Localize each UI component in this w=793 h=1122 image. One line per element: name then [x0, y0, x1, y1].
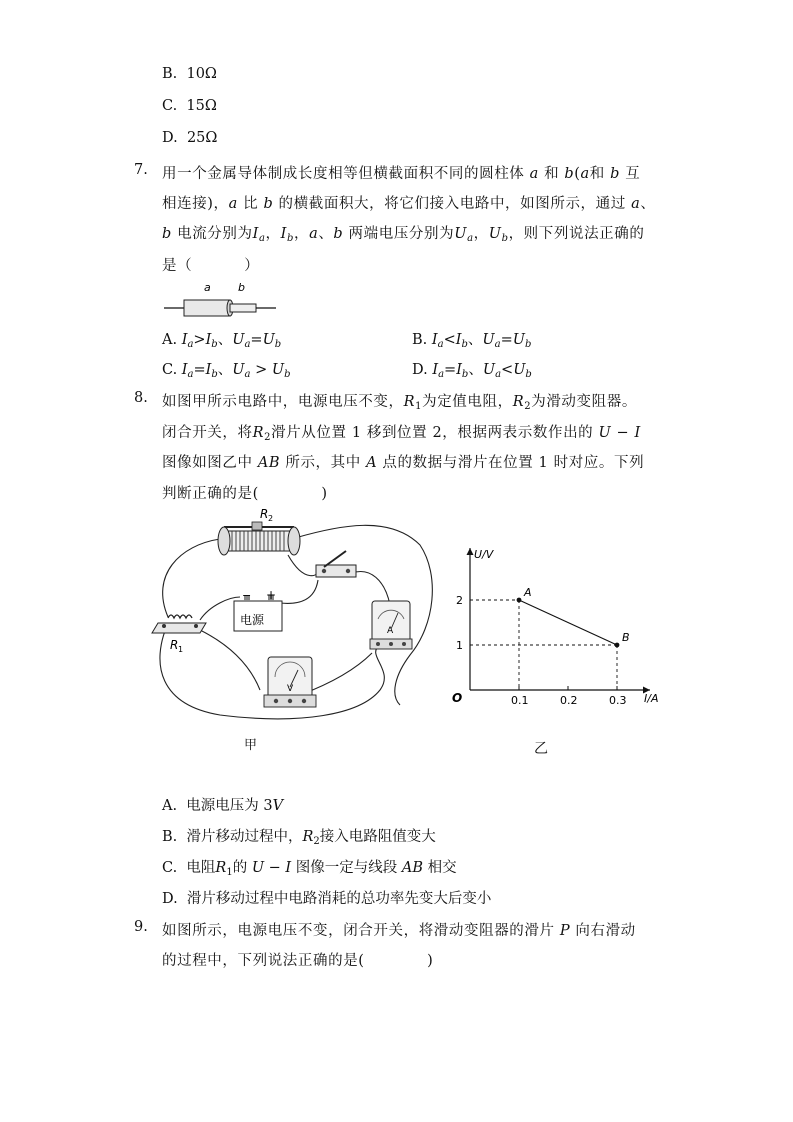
question-8-line-4: 判断正确的是( ) [162, 486, 328, 502]
cylinder-a [184, 300, 230, 316]
resistor-r1 [152, 615, 206, 633]
voltmeter-label: V [287, 684, 294, 694]
r2-label-sub: 2 [268, 514, 274, 523]
switch [316, 551, 356, 577]
question-8-line-3: 图像如图乙中 AB 所示，其中 A 点的数据与滑片在位置 1 时对应。下列 [162, 455, 645, 471]
option-b-prev: B. 10Ω [162, 66, 217, 82]
q8-option-c[interactable]: C. 电阻$R_1$的 U − I 图像一定与线段 AB 相交 [162, 860, 457, 878]
rheostat-r2 [218, 522, 300, 555]
point-b [615, 643, 620, 648]
q7-option-a[interactable]: A. $I_a>I_b$、$U_a=U_b$ [162, 332, 282, 350]
r1-label-sub: 1 [178, 645, 184, 654]
question-8-line-1: 如图甲所示电路中，电源电压不变，$R_1$为定值电阻，$R_2$为滑动变阻器。 [162, 394, 637, 412]
y-tick-label-0: 1 [456, 639, 463, 652]
question-7-number: 7. [134, 162, 148, 178]
circuit-diagram [140, 505, 440, 740]
question-7-line-4: 是（ ） [162, 258, 260, 274]
source-plus: + [266, 588, 277, 602]
option-c-prev: C. 15Ω [162, 98, 217, 114]
point-label-b: B [622, 631, 630, 644]
q7-option-d[interactable]: D. $I_a=I_b$、$U_a<U_b$ [412, 362, 532, 380]
x-tick-label-1: 0.2 [560, 694, 578, 707]
question-9-line-2: 的过程中，下列说法正确的是( ) [162, 953, 434, 969]
option-d-prev: D. 25Ω [162, 130, 218, 146]
point-a [517, 598, 522, 603]
question-7-line-3: b 电流分别为$I_a$，$I_b$，a、b 两端电压分别为$U_a$，$U_b$，则下列说法正确的 [162, 226, 645, 244]
x-tick-label-2: 0.3 [609, 694, 627, 707]
question-7-line-1: 用一个金属导体制成长度相等但横截面积不同的圆柱体 a 和 b(a和 b 互 [162, 166, 641, 182]
question-8-line-2: 闭合开关，将$R_2$滑片从位置 1 移到位置 2，根据两表示数作出的 U − I [162, 425, 641, 443]
circuit-caption: 甲 [244, 738, 258, 753]
conductor-label-b: b [238, 281, 245, 294]
x-axis-label: I/A [644, 692, 659, 705]
ammeter-label: A [387, 626, 394, 636]
ammeter [370, 601, 412, 649]
voltmeter [264, 657, 316, 707]
q8-option-b[interactable]: B. 滑片移动过程中，$R_2$接入电路阻值变大 [162, 829, 436, 847]
question-7-line-2: 相连接)，a 比 b 的横截面积大，将它们接入电路中，如图所示，通过 a、 [162, 196, 656, 212]
cylinder-b [230, 304, 256, 312]
x-tick-label-0: 0.1 [511, 694, 529, 707]
q7-option-b[interactable]: B. $I_a<I_b$、$U_a=U_b$ [412, 332, 532, 350]
question-8-number: 8. [134, 390, 148, 406]
graph-caption: 乙 [534, 741, 548, 757]
question-9-number: 9. [134, 919, 148, 935]
conductor-label-a: a [204, 281, 211, 294]
q8-option-d[interactable]: D. 滑片移动过程中电路消耗的总功率先变大后变小 [162, 891, 492, 907]
r2-label: R [260, 507, 269, 521]
y-axis-label: U/V [474, 548, 494, 561]
q7-option-c[interactable]: C. $I_a=I_b$、$U_a > U_b$ [162, 362, 291, 380]
point-label-a: A [524, 586, 532, 599]
ui-graph [446, 540, 660, 716]
question-9-line-1: 如图所示，电源电压不变，闭合开关，将滑动变阻器的滑片 P 向右滑动 [162, 923, 636, 939]
source-minus: − [242, 589, 252, 602]
conductor-figure [160, 278, 280, 320]
y-tick-label-1: 2 [456, 594, 463, 607]
segment-ab [519, 600, 617, 645]
r1-label: R [170, 638, 179, 652]
origin-label: O [452, 691, 463, 705]
source-label: 电源 [240, 613, 265, 627]
q8-option-a[interactable]: A. 电源电压为 3V [162, 798, 284, 814]
